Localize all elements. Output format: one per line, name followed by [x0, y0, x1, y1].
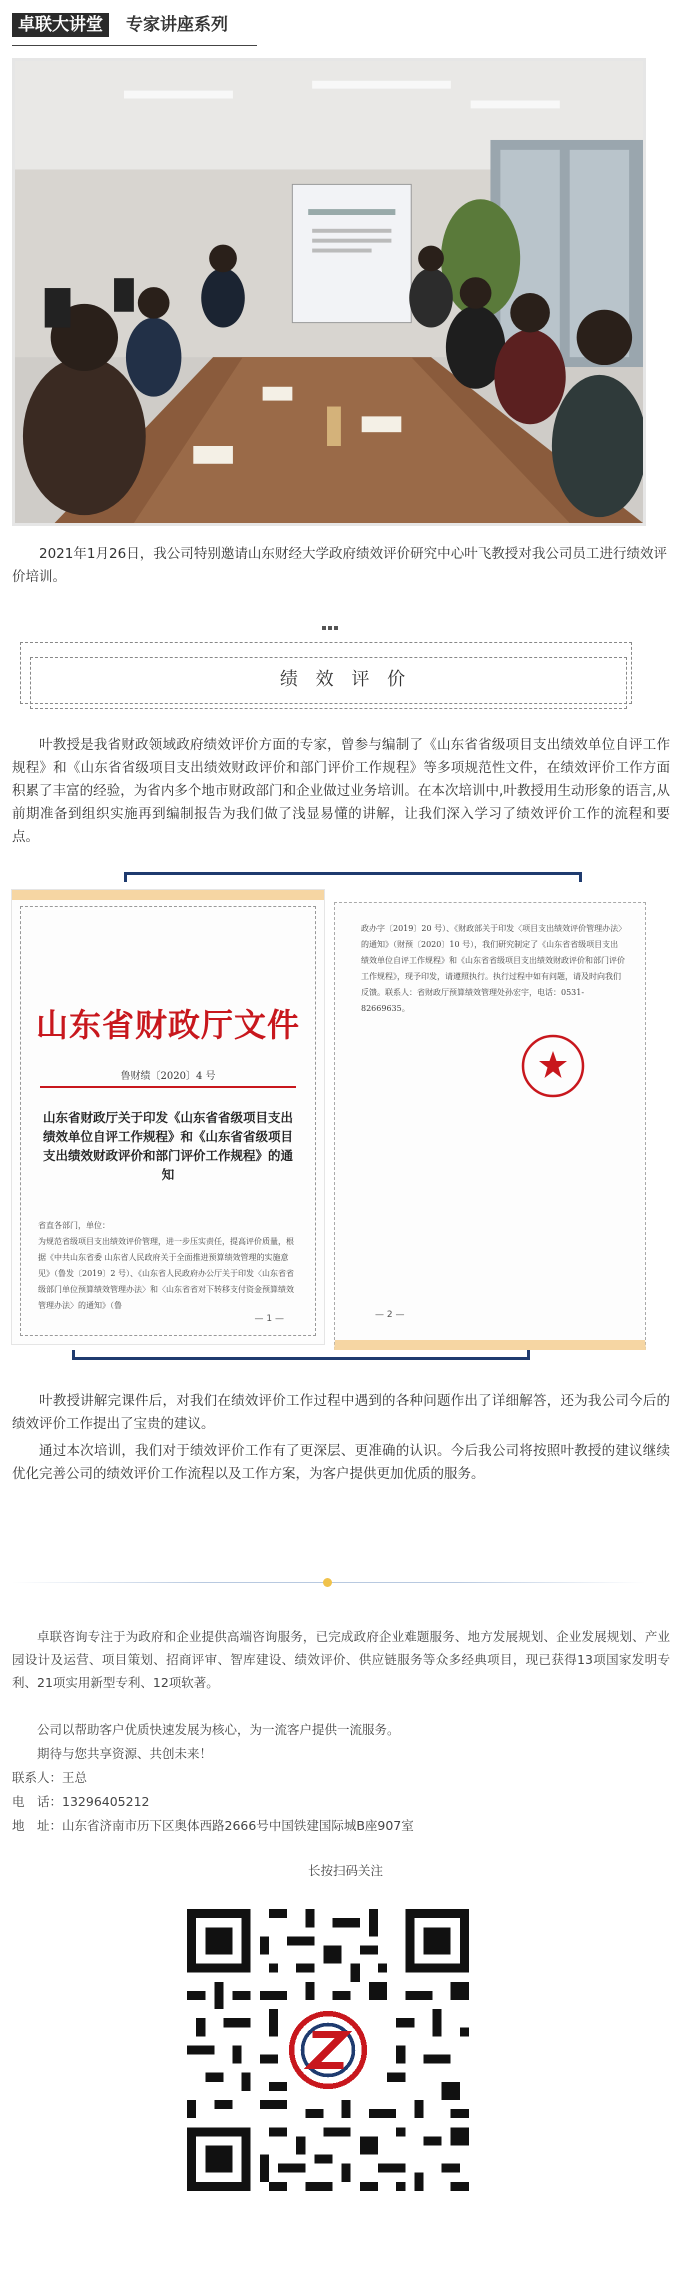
qa-paragraph: 叶教授讲解完课件后，对我们在绩效评价工作过程中遇到的各种问题作出了详细解答，还为我公司今后的绩效评价工作提出了宝贵的建议。 — [12, 1393, 670, 1432]
intro-paragraph: 2021年1月26日，我公司特别邀请山东财经大学政府绩效评价研究中心叶飞教授对我公司员工进行绩效评价培训。 — [12, 546, 667, 585]
frame-top-decoration — [124, 872, 582, 882]
divider-dot — [323, 1578, 332, 1587]
frame-bottom-decoration — [72, 1350, 530, 1360]
company-mission: 公司以帮助客户优质快速发展为核心，为一流客户提供一流服务。 — [37, 1722, 400, 1737]
document-images — [12, 872, 646, 1360]
summary-paragraph: 通过本次培训，我们对于绩效评价工作有了更深层、更准确的认识。今后我公司将按照叶教授的建议继续优化完善公司的绩效评价工作流程以及工作方案，为客户提供更加优质的服务。 — [12, 1443, 670, 1482]
document-page-one — [12, 890, 324, 1344]
page-number: — 1 — — [254, 1314, 284, 1324]
document-page-two — [334, 902, 646, 1350]
phone-number[interactable]: 13296405212 — [62, 1794, 150, 1809]
company-closing: 期待与您共享资源、共创未来！ — [37, 1746, 213, 1761]
address-text: 山东省济南市历下区奥体西路2666号中国铁建国际城B座907室 — [62, 1818, 414, 1833]
document-body-text: 为规范省级项目支出绩效评价管理，进一步压实责任，提高评价质量，根据《中共山东省委 山东省人民政府关于全面推进预算绩效管理的实施意见》（鲁发〔2019〕2 号）、《山东省人民政府办公厅关于印发〈山东省省级部门单位预算绩效管理办法〉和〈山东省省对下转移支付资金预算绩效管理办法〉的通知》（鲁 — [38, 1237, 294, 1310]
document-salutation: 省直各部门，单位： — [38, 1221, 110, 1230]
document-heading: 山东省财政厅关于印发《山东省省级项目支出绩效单位自评工作规程》和《山东省省级项目支出绩效财政评价和部门评价工作规程》的通知 — [42, 1110, 293, 1182]
phone-label: 电 话： — [12, 1794, 63, 1809]
contact-person — [12, 1766, 652, 1789]
qr-caption: 长按扫码关注 — [307, 1863, 383, 1878]
document-number: 鲁财绩〔2020〕4 号 — [120, 1071, 216, 1082]
contact-name: 王总 — [62, 1770, 88, 1785]
document-continued-text: 政办字〔2019〕20 号）、《财政部关于印发〈项目支出绩效评价管理办法〉的通知》（财预〔2020〕10 号），我们研究制定了《山东省省级项目支出绩效单位自评工作规程》和《山东省省级项目支出绩效财政评价和部门评价工作规程》，现予印发，请遵照执行。执行过程中如有问题，请及时向我们反馈。联系人：省财政厅预算绩效管理处孙宏宇，电话：0531-82669635。 — [361, 924, 625, 1013]
qr-code[interactable] — [178, 1900, 478, 2200]
section-divider — [12, 1582, 646, 1584]
decorative-dots — [322, 615, 342, 621]
document-red-title: 山东省财政厅文件 — [35, 1006, 300, 1044]
training-photo — [12, 58, 646, 526]
contact-label: 联系人： — [12, 1770, 63, 1785]
professor-paragraph: 叶教授是我省财政领域政府绩效评价方面的专家，曾参与编制了《山东省省级项目支出绩效单位自评工作规程》和《山东省省级项目支出绩效财政评价和部门评价工作规程》等多项规范性文件，在绩效评价工作方面积累了丰富的经验，为省内多个地市财政部门和企业做过业务培训。在本次培训中,叶教授用生动形象的语言,从前期准备到组织实施再到编制报告为我们做了浅显易懂的讲解，让我们深入学习了绩效评价工作的流程和要点。 — [12, 737, 670, 845]
section-title: 绩 效 评 价 — [279, 669, 412, 690]
address-label: 地 址： — [12, 1818, 63, 1833]
series-subtitle: 专家讲座系列 — [126, 15, 228, 35]
document-body — [38, 1218, 300, 1314]
official-seal-icon — [520, 1033, 586, 1099]
page-number: — 2 — — [375, 1310, 405, 1320]
document-red-rule — [40, 1086, 296, 1088]
contact-phone — [12, 1790, 652, 1813]
contact-address — [12, 1814, 652, 1837]
article-header — [12, 10, 257, 46]
series-badge: 卓联大讲堂 — [12, 13, 109, 37]
company-intro: 卓联咨询专注于为政府和企业提供高端咨询服务，已完成政府企业难题服务、地方发展规划、企业发展规划、产业园设计及运营、项目策划、招商评审、智库建设、绩效评价、供应链服务等众多经典项目，现已获得13项国家发明专利、21项实用新型专利、12项软著。 — [12, 1629, 670, 1690]
